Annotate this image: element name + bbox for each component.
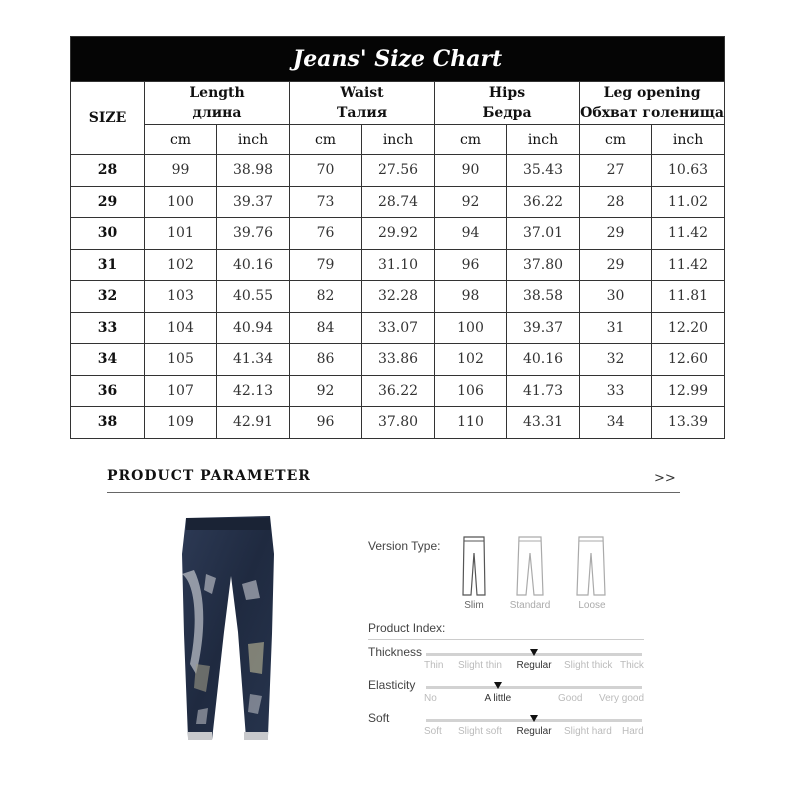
softness-option: Regular bbox=[516, 726, 552, 737]
measurement-cell: 41.34 bbox=[217, 344, 290, 376]
waist-label-ru: Талия bbox=[336, 105, 388, 121]
size-row bbox=[71, 344, 725, 376]
measurement-cell: 27 bbox=[580, 155, 652, 187]
thickness-option: Thin bbox=[424, 660, 444, 671]
version-slim-label: Slim bbox=[464, 600, 484, 611]
length-label-ru: длина bbox=[192, 105, 242, 121]
leg-opening-label: Leg opening bbox=[603, 85, 701, 101]
measurement-cell: 101 bbox=[145, 218, 217, 250]
product-index-label: Product Index: bbox=[368, 621, 446, 635]
measurement-cell: 30 bbox=[580, 281, 652, 313]
thickness-option: Regular bbox=[516, 660, 552, 671]
measurement-cell: 37.80 bbox=[507, 249, 580, 281]
hips-label: Hips bbox=[488, 85, 526, 101]
measurement-cell: 34 bbox=[580, 407, 652, 439]
measurement-cell: 38.58 bbox=[507, 281, 580, 313]
measurement-cell: 33 bbox=[580, 375, 652, 407]
measurement-cell: 38.98 bbox=[217, 155, 290, 187]
size-cell: 31 bbox=[71, 249, 145, 281]
jeans-product-image bbox=[176, 514, 280, 754]
unit-header: cm bbox=[580, 125, 652, 155]
measurement-cell: 99 bbox=[145, 155, 217, 187]
loose-fit-icon bbox=[576, 535, 606, 597]
size-cell: 33 bbox=[71, 312, 145, 344]
version-loose-label: Loose bbox=[578, 600, 606, 611]
elasticity-marker bbox=[494, 682, 502, 689]
leg-opening-label-ru: Обхват голенища bbox=[580, 105, 724, 121]
measurement-cell: 37.80 bbox=[362, 407, 435, 439]
size-column-header: SIZE bbox=[71, 82, 145, 155]
measurement-cell: 40.16 bbox=[507, 344, 580, 376]
measurement-cell: 39.76 bbox=[217, 218, 290, 250]
size-cell: 30 bbox=[71, 218, 145, 250]
size-chart-body bbox=[71, 155, 725, 439]
measurement-cell: 39.37 bbox=[507, 312, 580, 344]
measurement-cell: 79 bbox=[290, 249, 362, 281]
measurement-cell: 98 bbox=[435, 281, 507, 313]
measurement-cell: 40.94 bbox=[217, 312, 290, 344]
measurement-cell: 96 bbox=[435, 249, 507, 281]
waist-label: Waist bbox=[340, 85, 384, 101]
slim-fit-icon bbox=[459, 535, 489, 597]
measurement-cell: 28.74 bbox=[362, 186, 435, 218]
leg-opening-header bbox=[580, 82, 725, 125]
measurement-cell: 106 bbox=[435, 375, 507, 407]
measurement-cell: 70 bbox=[290, 155, 362, 187]
unit-header: cm bbox=[435, 125, 507, 155]
size-row bbox=[71, 312, 725, 344]
section-divider bbox=[107, 492, 680, 493]
size-cell: 29 bbox=[71, 186, 145, 218]
measurement-cell: 92 bbox=[435, 186, 507, 218]
measurement-cell: 10.63 bbox=[652, 155, 725, 187]
measurement-cell: 96 bbox=[290, 407, 362, 439]
measurement-cell: 33.86 bbox=[362, 344, 435, 376]
measurement-cell: 13.39 bbox=[652, 407, 725, 439]
measurement-cell: 37.01 bbox=[507, 218, 580, 250]
elasticity-option: No bbox=[424, 693, 437, 704]
measurement-cell: 31.10 bbox=[362, 249, 435, 281]
measurement-cell: 12.20 bbox=[652, 312, 725, 344]
measurement-cell: 41.73 bbox=[507, 375, 580, 407]
measurement-cell: 82 bbox=[290, 281, 362, 313]
measurement-cell: 107 bbox=[145, 375, 217, 407]
size-cell: 36 bbox=[71, 375, 145, 407]
length-header bbox=[145, 82, 290, 125]
measurement-cell: 90 bbox=[435, 155, 507, 187]
measurement-cell: 42.91 bbox=[217, 407, 290, 439]
measurement-cell: 40.16 bbox=[217, 249, 290, 281]
measurement-cell: 104 bbox=[145, 312, 217, 344]
measurement-cell: 29 bbox=[580, 249, 652, 281]
measurement-cell: 35.43 bbox=[507, 155, 580, 187]
softness-marker bbox=[530, 715, 538, 722]
size-cell: 38 bbox=[71, 407, 145, 439]
softness-option: Slight hard bbox=[564, 726, 612, 737]
size-chart-table bbox=[70, 36, 725, 439]
elasticity-option: Very good bbox=[599, 693, 645, 704]
standard-fit-icon bbox=[515, 535, 545, 597]
measurement-cell: 94 bbox=[435, 218, 507, 250]
measurement-cell: 36.22 bbox=[362, 375, 435, 407]
measurement-cell: 76 bbox=[290, 218, 362, 250]
unit-header: inch bbox=[362, 125, 435, 155]
measurement-cell: 103 bbox=[145, 281, 217, 313]
size-row bbox=[71, 218, 725, 250]
measurement-cell: 84 bbox=[290, 312, 362, 344]
measurement-cell: 12.60 bbox=[652, 344, 725, 376]
softness-option: Soft bbox=[424, 726, 442, 737]
version-standard-label: Standard bbox=[509, 600, 551, 611]
unit-header: cm bbox=[290, 125, 362, 155]
unit-header: inch bbox=[507, 125, 580, 155]
thickness-option: Slight thick bbox=[564, 660, 613, 671]
measurement-cell: 29 bbox=[580, 218, 652, 250]
measurement-cell: 32.28 bbox=[362, 281, 435, 313]
unit-header: inch bbox=[217, 125, 290, 155]
product-index-divider bbox=[368, 639, 644, 640]
size-cell: 32 bbox=[71, 281, 145, 313]
measurement-cell: 11.81 bbox=[652, 281, 725, 313]
size-row bbox=[71, 155, 725, 187]
measurement-cell: 86 bbox=[290, 344, 362, 376]
thickness-marker bbox=[530, 649, 538, 656]
softness-option: Hard bbox=[622, 726, 644, 737]
size-row bbox=[71, 281, 725, 313]
measurement-cell: 102 bbox=[145, 249, 217, 281]
elasticity-scale-track bbox=[426, 686, 642, 689]
size-cell: 28 bbox=[71, 155, 145, 187]
measurement-cell: 11.42 bbox=[652, 249, 725, 281]
measurement-cell: 32 bbox=[580, 344, 652, 376]
size-row bbox=[71, 407, 725, 439]
measurement-cell: 31 bbox=[580, 312, 652, 344]
measurement-cell: 28 bbox=[580, 186, 652, 218]
measurement-cell: 43.31 bbox=[507, 407, 580, 439]
size-cell: 34 bbox=[71, 344, 145, 376]
more-arrow-link[interactable]: >> bbox=[654, 471, 676, 486]
version-type-label: Version Type: bbox=[368, 539, 441, 553]
measurement-cell: 73 bbox=[290, 186, 362, 218]
measurement-cell: 40.55 bbox=[217, 281, 290, 313]
thickness-option: Slight thin bbox=[458, 660, 502, 671]
measurement-cell: 102 bbox=[435, 344, 507, 376]
measurement-cell: 100 bbox=[435, 312, 507, 344]
measurement-cell: 92 bbox=[290, 375, 362, 407]
measurement-cell: 11.02 bbox=[652, 186, 725, 218]
measurement-cell: 11.42 bbox=[652, 218, 725, 250]
measurement-cell: 109 bbox=[145, 407, 217, 439]
measurement-cell: 105 bbox=[145, 344, 217, 376]
elasticity-label: Elasticity bbox=[368, 678, 416, 692]
unit-header: inch bbox=[652, 125, 725, 155]
measurement-cell: 27.56 bbox=[362, 155, 435, 187]
measurement-cell: 42.13 bbox=[217, 375, 290, 407]
measurement-cell: 12.99 bbox=[652, 375, 725, 407]
elasticity-option: Good bbox=[558, 693, 583, 704]
softness-option: Slight soft bbox=[458, 726, 502, 737]
measurement-cell: 100 bbox=[145, 186, 217, 218]
waist-header bbox=[290, 82, 435, 125]
size-row bbox=[71, 186, 725, 218]
product-parameter-title: PRODUCT PARAMETER bbox=[107, 468, 311, 484]
measurement-cell: 29.92 bbox=[362, 218, 435, 250]
elasticity-option: A little bbox=[484, 693, 512, 704]
size-chart-title: Jeans' Size Chart bbox=[71, 37, 725, 82]
unit-header: cm bbox=[145, 125, 217, 155]
hips-label-ru: Бедра bbox=[482, 105, 532, 121]
measurement-cell: 39.37 bbox=[217, 186, 290, 218]
hips-header bbox=[435, 82, 580, 125]
softness-label: Soft bbox=[368, 711, 390, 725]
length-label: Length bbox=[189, 85, 245, 101]
measurement-cell: 110 bbox=[435, 407, 507, 439]
measurement-cell: 36.22 bbox=[507, 186, 580, 218]
size-row bbox=[71, 249, 725, 281]
thickness-label: Thickness bbox=[368, 645, 423, 659]
measurement-cell: 33.07 bbox=[362, 312, 435, 344]
size-row bbox=[71, 375, 725, 407]
thickness-option: Thick bbox=[620, 660, 644, 671]
